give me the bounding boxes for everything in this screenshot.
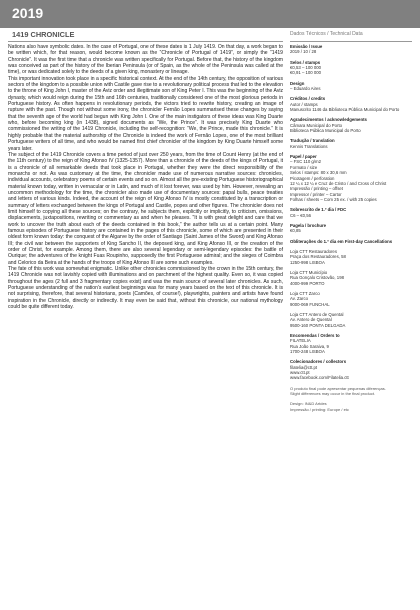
tech-block — [290, 249, 412, 265]
tech-value: Impressão / printing: Europe / etc — [290, 406, 349, 412]
tech-value: 2019 / 10 / 28 — [290, 49, 317, 55]
tech-value: Picotagem / perforation — [290, 175, 335, 181]
tech-value: 1250-998 LISBOA — [290, 259, 325, 265]
tech-value: Câmara Municipal do Porto — [290, 122, 343, 128]
tech-label: Papel / paper — [290, 153, 317, 159]
tech-block — [290, 138, 412, 149]
technical-data-title: Dados Técnicos / Technical Data — [290, 31, 363, 37]
tech-value: www.ctt.pt — [290, 370, 310, 376]
tech-block — [290, 270, 412, 286]
tech-label: Design — [290, 80, 305, 86]
tech-value: Manuscrito 1146 da Biblioteca Pública Municipal do Porto — [290, 107, 400, 113]
tech-value: 12 ¼ x 12 ¼ e Cruz de Cristo / and Cross of Christ — [290, 180, 387, 186]
tech-value: 4000-999 PORTO — [290, 280, 325, 286]
tech-value: C6 – €0,56 — [290, 212, 312, 218]
tech-value: Rua Gonçalo Cristovão, 198 — [290, 275, 344, 281]
tech-value: 1700-248 LISBOA — [290, 349, 325, 355]
tech-block — [290, 117, 412, 133]
tech-value: 9500-160 PONTA DELGADA — [290, 322, 346, 328]
tech-value: Formato / size — [290, 164, 318, 170]
tech-label: Créditos / credits — [290, 96, 326, 102]
tech-block — [290, 386, 412, 397]
tech-block — [290, 359, 412, 381]
tech-value: Biblioteca Pública Municipal do Porto — [290, 128, 361, 134]
year-label: 2019 — [12, 5, 44, 21]
tech-block — [290, 60, 412, 76]
page-title: 1419 CHRONICLE — [12, 30, 75, 39]
paragraph: Nations also have symbolic dates. In the case of Portugal, one of these dates is 1 July 1419. On that day, a work began to be written which, for that reason, would become known as the “Chronicle of Portugal of 1419”, or simply the “1419 Chronicle”. It was the first time that a chronicle was written specifically for Portugal. Before that, the history of the kingdom was conceived as part of the history of the Iberian Peninsula (or of Spain, as the whole of the Peninsula was called at the time), or was dedicated solely to the deeds of a given king, monastery or lineage. — [8, 44, 283, 76]
paragraph: The fate of this work was somewhat enigmatic. Unlike other chronicles commissioned by the crown in the 15th century, the 1419 Chronicle was not lavishly copied with illuminations and on parchment of the highest quality. Even so, it was copied throughout the ages (2 full and 3 fragmentary copies exist) and was the main source of several later chronicles. As such, Portuguese understanding of the nation’s earliest beginnings was for many years based on the text of this chronicle. It is not surprising, therefore, that several historians, poets (Camões, of course!), playwrights, painters and artists have found inspiration in the Chronicle, directly or indirectly. It may even be said that, without this chronicle, our national mythology could be quite different today. — [8, 266, 283, 311]
paragraph: This important innovation took place in a specific historical context. At the end of the 14th century, the opposition of various sectors of the kingdom to a possible union with Castile gave rise to a revolutionary political process that led to the elevation to the throne of King John I, master of the Aviz order and illegitimate son of King Peter I. This was the beginning of the Aviz dynasty, which would reign during the 15th and 16th centuries, traditionally considered one of the most glorious periods in Portuguese history. As often happens in revolutionary periods, the victors tried to rewrite history, creating an image of rupture with the past. Though not without some irony, the chronicler Fernão Lopes summarised these changes by saying that the seventh age of the world had begun with King John I. One of the main instigators of these ideas was King Duarte who, before becoming king (in 1438), signed documents as “We, the Prince”. It was precisely King Duarte who commissioned the writing of the 1419 Chronicle, including the self-recognition: “We, the Prince, made this chronicle.” It is highly probable that the material authorship of the Chronicle is indeed the work of Fernão Lopes, one of the most brilliant Portuguese writers of all time, and who would be named first chief chronicler of the kingdom by King Duarte himself some years later. — [8, 75, 283, 152]
chronicle-text — [8, 44, 283, 310]
tech-value: Loja CTT Antero de Quental — [290, 311, 344, 317]
tech-block — [290, 312, 412, 328]
tech-value: Slight differences may occur in the final product. — [290, 391, 376, 397]
tech-value: Selos / stamps: 80 x 30,6 mm — [290, 170, 347, 176]
tech-value: filatelia@ctt.pt — [290, 364, 318, 370]
top-bar — [0, 0, 420, 28]
tech-label: Obliterações do 1.º dia em First-day Cancellations — [290, 238, 393, 244]
tech-label: Selos / stamps — [290, 59, 321, 65]
tech-label: Colecionadores / collectors — [290, 359, 347, 365]
tech-value: Rua João Saraiva, 9 — [290, 343, 329, 349]
tech-value: €0,53 – 100 000 — [290, 65, 322, 71]
tech-value: Folhas / sheets – Com 25 ex. / with 25 copies — [290, 197, 377, 203]
tech-block — [290, 401, 412, 412]
tech-label: Tradução / translation — [290, 138, 335, 144]
tech-block — [290, 223, 412, 234]
tech-block — [290, 154, 412, 203]
tech-block — [290, 81, 412, 92]
tech-value: – FSC 110 g/m2 — [290, 159, 321, 165]
tech-value: FILATELIA — [290, 338, 311, 344]
side-divider — [290, 41, 412, 42]
tech-value: Av. Zarco — [290, 296, 308, 302]
tech-block — [290, 333, 412, 355]
tech-label: Encomendas / Orders to — [290, 332, 340, 338]
tech-value: www.facebook.com/Filatelia.ctt — [290, 375, 349, 381]
tech-label: Emissão / Issue — [290, 44, 323, 49]
tech-block — [290, 291, 412, 307]
tech-value: Loja CTT Zarco — [290, 290, 320, 296]
tech-value: Impressão / printing – offset — [290, 186, 343, 192]
tech-value: Autor / stamps — [290, 101, 318, 107]
tech-value: Loja CTT Restauradores — [290, 248, 337, 254]
tech-block — [290, 239, 412, 244]
tech-value: Loja CTT Município — [290, 269, 328, 275]
tech-label: Agradecimentos / acknowledgements — [290, 117, 367, 123]
tech-value: €0,91 – 100 000 — [290, 70, 322, 76]
tech-value: – Eduardo Aires — [290, 86, 321, 92]
tech-block — [290, 44, 412, 55]
tech-value: €0,85 — [290, 228, 301, 234]
tech-value: Av. Antero de Quental — [290, 317, 332, 323]
tech-label: Pagela / brochure — [290, 222, 327, 228]
tech-value: 9000-069 FUNCHAL — [290, 301, 330, 307]
tech-value: Impressor / printer – Cartor — [290, 191, 342, 197]
tech-block — [290, 96, 412, 112]
tech-block — [290, 207, 412, 218]
title-divider — [8, 41, 283, 42]
tech-label: Sobrescrito de 1.º dia / FDC — [290, 207, 347, 213]
paragraph: The subject of the 1419 Chronicle covers a time period of just over 250 years, from the time of Count Henry (at the end of the 11th century) to the reign of King Afonso IV (1325-1357). More than a chronicle of the deeds of the kings of Portugal, it is a chronicle of all remarkable deeds that took place in Portugal, whether they were the direct responsibility of the monarchs or not. As was customary at the time, the chronicler made use of numerous narrative sources: chronicles, individual accounts, celebratory poems of certain events and so on. Almost all the pre-existing Portuguese historiographical material known today, written in vernacular or in Latin, and much of it lost forever, was used by him. However, revealing an uncommon methodology for the time, the chronicler also made use of documentary sources: papal bulls, peace treaties and letters of various kinds. Indeed, the account of the reign of King Afonso IV is mostly constituted by a transcription or summary of letters exchanged between the kings of Portugal and Castile, popes and other figures. The chronicler does not limit himself to copying all these sources; on the contrary, he subjects them, explicitly or implicitly, to criticism, omissions, displacements, juxtapositions, rewriting or commentary as and when he pleases. “It is with great delight and care that we work to uncover the truth about each of the deeds contained in this book,” the author tells us at a certain point. Many famous episodes of Portuguese history are contained in the pages of this chronicle, some of which are presented in their oldest form known today: the conquest of the Algarve by the order of Santiago (Saint James of the Sword) and King Afonso III; the civil war between the supporters of King Sancho II, the deposed king, and King Afonso III, or the creation of the order of Christ, for example. Among them, there are also several legendary or semi-legendary episodes: the battle of Ourique; the adventures of the knight Fuas Roupinho, supposedly the first Portuguese admiral; and the sieges of Coimbra and Celorico da Beira at the hands of the troops of King Afonso III are some such examples. — [8, 151, 283, 266]
tech-value: Design: IN&D Artdes — [290, 401, 327, 407]
technical-data-column — [290, 44, 412, 417]
tech-value: O produto final pode apresentar pequenas diferenças. — [290, 385, 386, 391]
tech-value: Kennis Translations — [290, 143, 328, 149]
tech-value: Praça dos Restauradores, 58 — [290, 254, 346, 260]
